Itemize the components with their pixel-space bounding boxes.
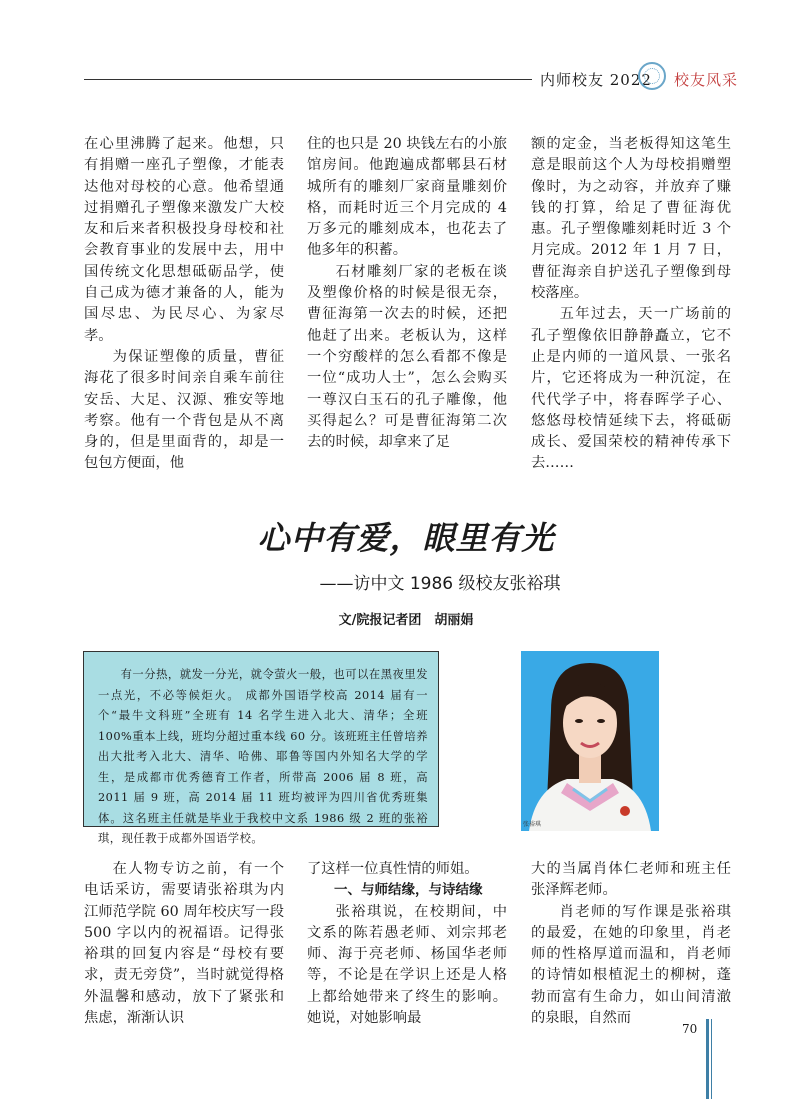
bottom-column-1 [84,859,284,1029]
portrait-illustration [521,651,659,831]
paragraph: 石材雕刻厂家的老板在谈及塑像价格的时候是很无奈，曹征海第一次去的时候，还把他赶了出来。老板认为，这样一个穷酸样的怎么看都不像是一位“成功人士”，怎么会购买一尊汉白玉石的孔子雕像，他买得起么？可是曹征海第二次去的时候，却拿来了足 [307,263,507,451]
section-name: 校友风采 [674,71,739,89]
bottom-column-2 [307,859,507,1029]
paragraph: 在心里沸腾了起来。他想，只有捐赠一座孔子塑像，才能表达他对母校的心意。他希望通过捐赠孔子塑像来激发广大校友和后来者积极投身母校和社会教育事业的发展中去，用中国传统文化思想砥砺品学，使自己成为德才兼备的人，能为国尽忠、为民尽心、为家尽孝。 [84,136,284,344]
paragraph: 为保证塑像的质量，曹征海花了很多时间亲自乘车前往安岳、大足、汉源、雅安等地考察。他有一个背包是从不离身的，但是里面背的，却是一包包方便面，他 [84,348,284,472]
page-number: 70 [682,1022,698,1036]
paragraph: 肖老师的写作课是张裕琪的最爱，在她的印象里，肖老师的性格厚道而温和，肖老师的诗情如根植泥土的柳树，蓬勃而富有生命力，如山间清澈的泉眼，自然而 [531,903,731,1027]
abstract-box [83,651,439,845]
top-column-3 [531,134,731,475]
abstract-text: 有一分热，就发一分光，就令萤火一般，也可以在黑夜里发一点光，不必等候炬火。 成都外国语学校高 2014 届有一个“最牛文科班”全班有 14 名学生进入北大、清华；全班 100%重本上线，班均分超过重本线 60 分。该班班主任曾培养出大批考入北大、清华、哈佛、耶鲁等国内外知名大学的学生，是成都市优秀德育工作者，所带高 2006 届 8 班，高 2011 届 9 班，高 2014 届 11 班均被评为四川省优秀班集体。这名班主任就是毕业于我校中文系 1986 级 2 班的张裕琪，现任教于成都外国语学校。 [98,668,428,845]
paragraph: 张裕琪说，在校期间，中文系的陈若愚老师、刘宗邦老师、海于亮老师、杨国华老师等，不论是在学识上还是人格上都给她带来了终生的影响。 她说，对她影响最 [307,903,507,1027]
page-edge-bar [706,1019,709,1099]
paragraph: 在人物专访之前，有一个电话采访，需要请张裕琪为内江师范学院 60 周年校庆写一段 500 字以内的祝福语。记得张裕琪的回复内容是“母校有要求，责无旁贷”，当时就觉得格外温馨和感动，放下了紧张和焦虑，渐渐认识 [84,861,284,1027]
school-seal-icon [638,62,666,90]
article-byline: 文/院报记者团 胡丽娟 [338,613,474,628]
paragraph: 了这样一位真性情的师姐。 [307,861,479,877]
paragraph: 大的当属肖体仁老师和班主任张泽辉老师。 [531,861,731,899]
paragraph: 住的也只是 20 块钱左右的小旅馆房间。他跑遍成都郫县石材城所有的雕刻厂家商量雕刻价格，而耗时近三个月完成的 4 万多元的雕刻成本，也花去了他多年的积蓄。 [307,136,507,259]
photo-caption: 张裕琪 [523,821,542,828]
page-edge-bar [711,1019,712,1099]
paragraph: 额的定金，当老板得知这笔生意是眼前这个人为母校捐赠塑像时，为之动容，并放弃了赚钱的打算，给足了曹征海优惠。孔子塑像雕刻耗时近 3 个月完成。2012 年 1 月 7 日，曹征海亲自护送孔子塑像到母校落座。 [531,136,731,302]
article-title: 心中有爱，眼里有光 [257,519,555,557]
article-subtitle: ——访中文 1986 级校友张裕琪 [319,574,561,594]
section-heading: 一、与师结缘，与诗结缘 [334,882,483,899]
bottom-column-3 [531,859,731,1029]
header-rule [84,79,532,80]
paragraph: 五年过去，天一广场前的孔子塑像依旧静静矗立，它不止是内师的一道风景、一张名片，它还将成为一种沉淀，在代代学子中，将春晖学子心、悠悠母校情延续下去，将砥砺成长、爱国荣校的精神传承下去…… [531,306,731,472]
top-column-2 [307,134,507,453]
top-column-1 [84,134,284,475]
magazine-title: 内师校友 2022 [540,71,652,89]
portrait-photo [521,651,659,831]
